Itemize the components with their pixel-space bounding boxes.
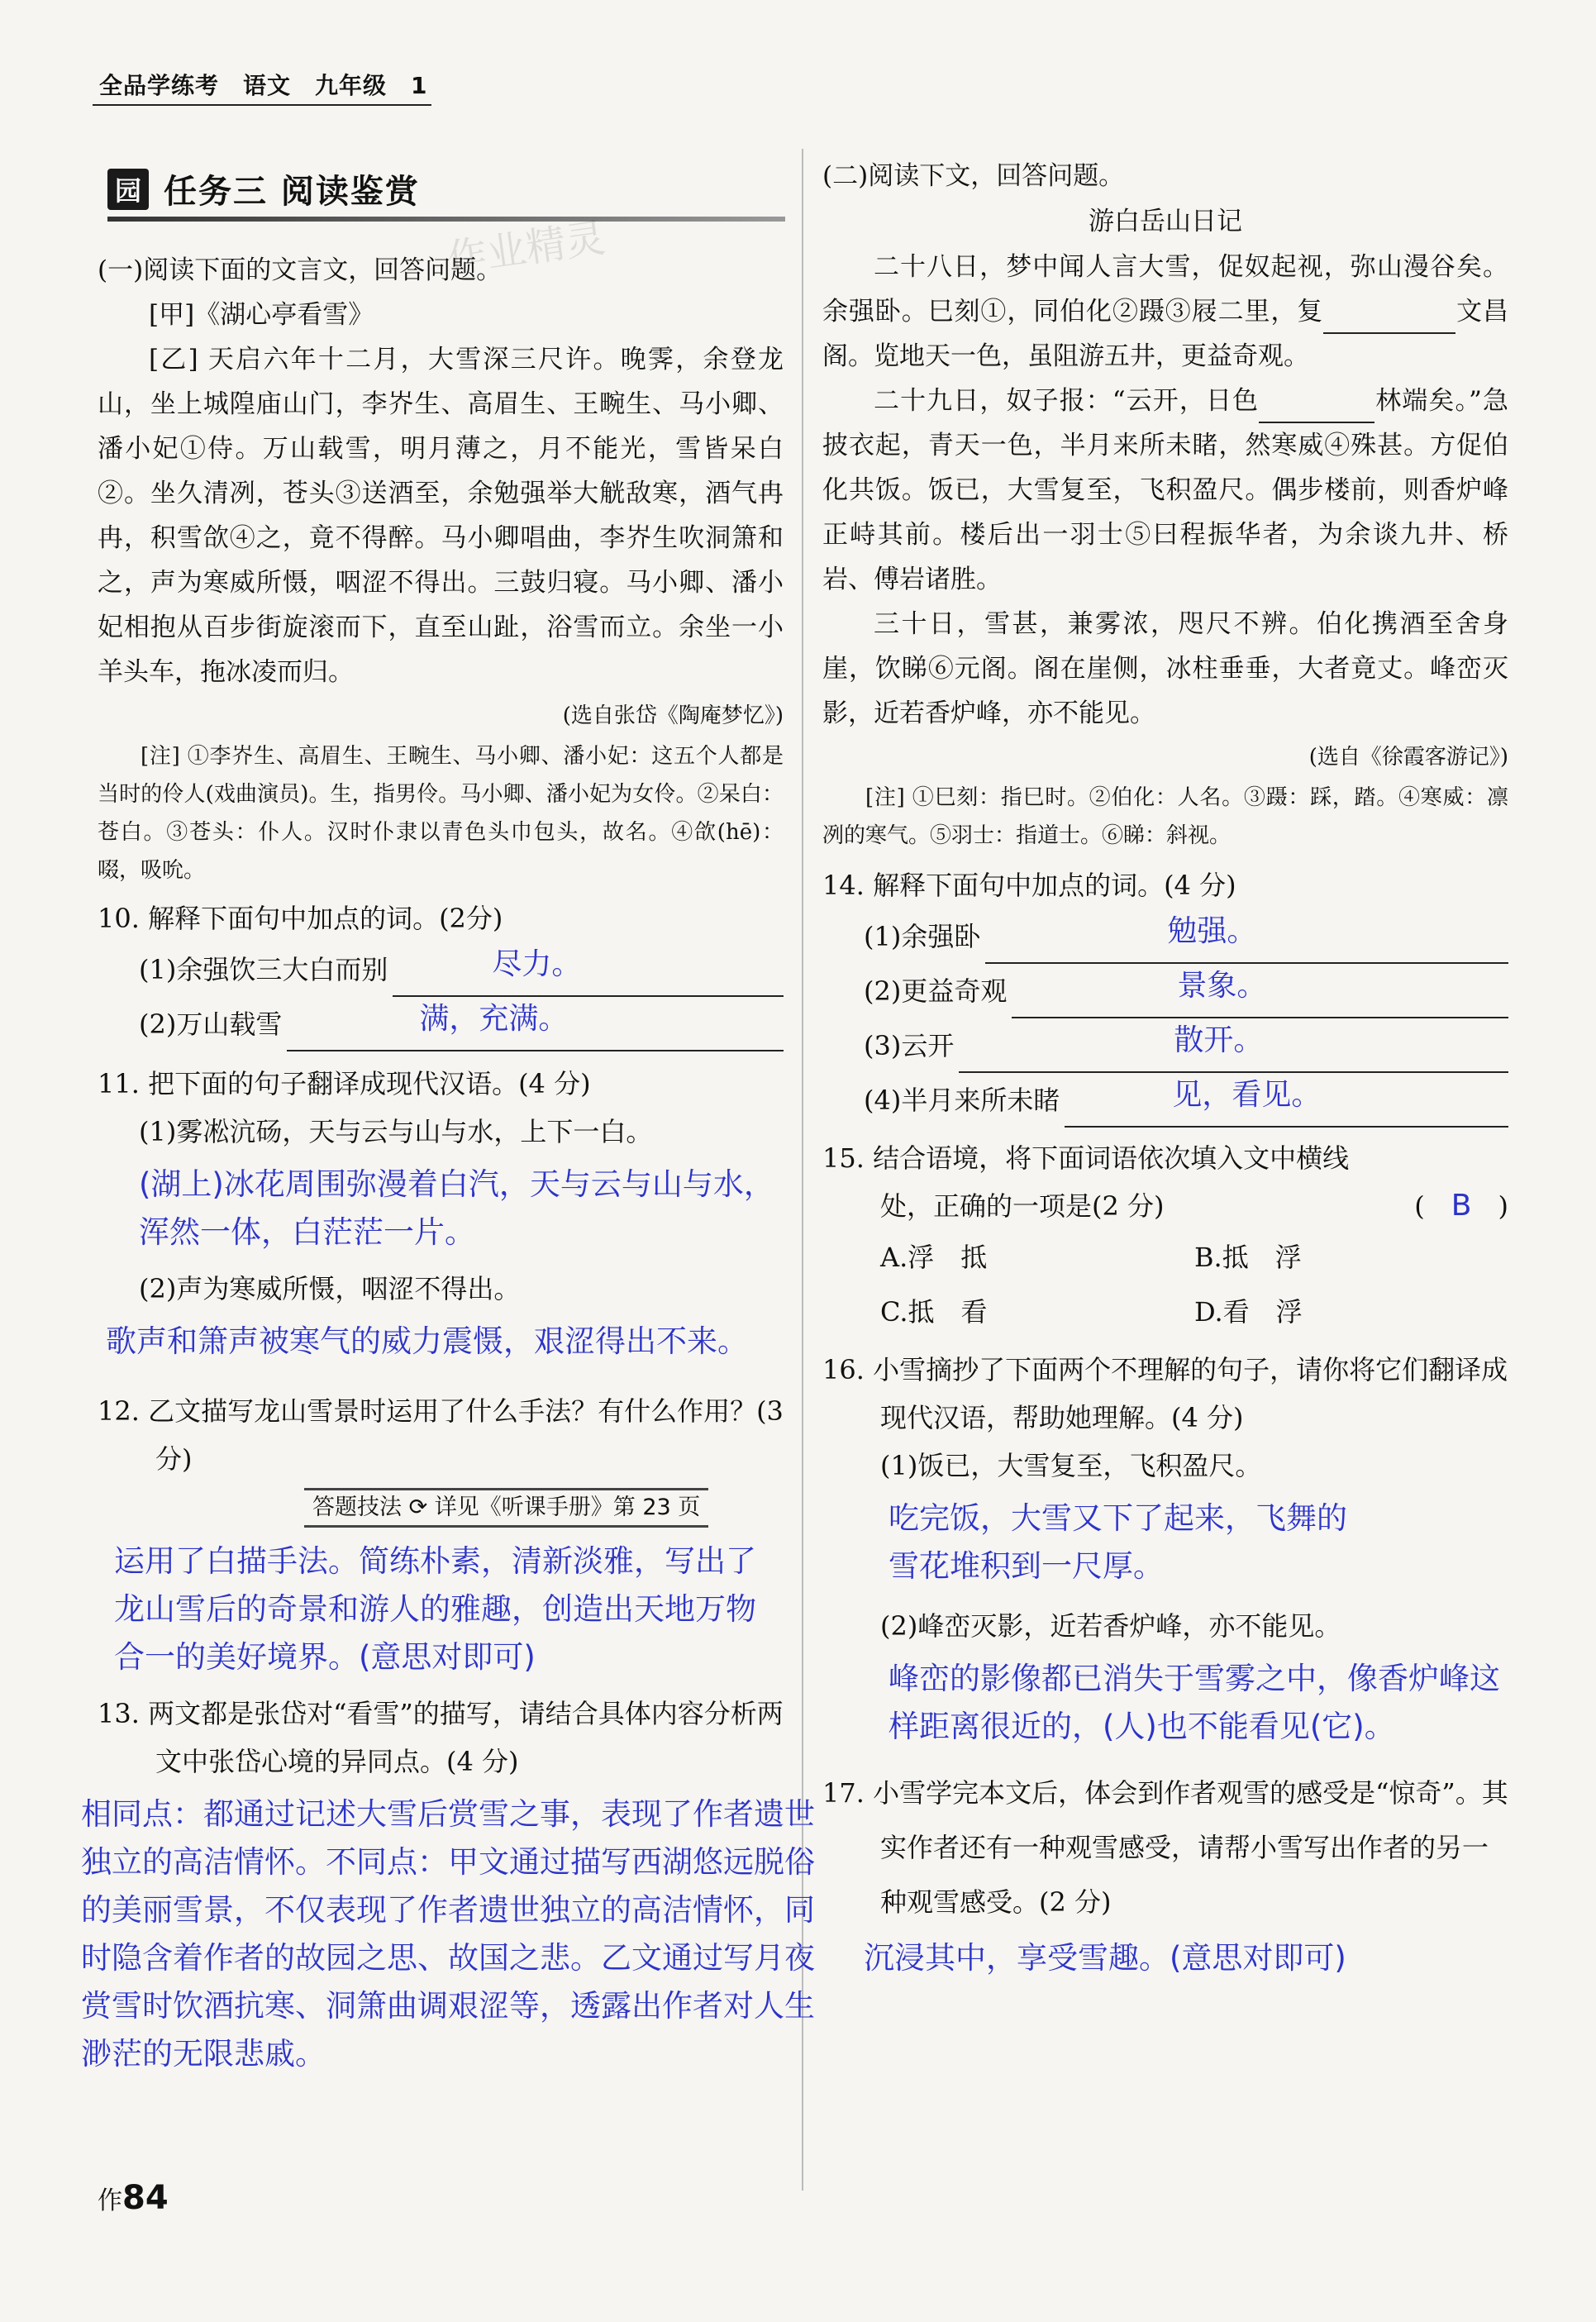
q17-stem: 17. 小雪学完本文后，体会到作者观雪的感受是“惊奇”。其实作者还有一种观雪感受，请帮小雪写出作者的另一种观雪感受。(2 分) xyxy=(822,1777,1508,1918)
q14-item-2-text: (2)更益奇观 xyxy=(864,975,1008,1007)
q14-item-4-answer: 见，看见。 xyxy=(1172,1078,1322,1112)
q14-item-1-text: (1)余强卧 xyxy=(864,921,981,952)
passage-para-3: 三十日，雪甚，兼雾浓，咫尺不辨。伯化携酒至舍身崖，饮睇⑥元阁。阁在崖侧，冰柱垂垂，大者竟丈。峰峦灭影，近若香炉峰，亦不能见。 xyxy=(822,609,1508,728)
q14-item-1 xyxy=(864,909,1508,964)
q14-item-1-answer: 勉强。 xyxy=(1167,914,1257,948)
q10-item-1-blank[interactable] xyxy=(393,947,784,997)
q10-item-2 xyxy=(139,997,784,1051)
section-rule xyxy=(107,217,785,222)
right-column xyxy=(822,154,1508,1991)
q15-option-b[interactable]: B.抵 浮 xyxy=(1194,1242,1302,1273)
q16-answer-2: 峰峦的影像都已消失于雪雾之中，像香炉峰这样距离很近的，(人)也不能看见(它)。 xyxy=(889,1661,1500,1744)
passage-blank-2[interactable] xyxy=(1259,397,1374,423)
q14-item-4-blank[interactable] xyxy=(1065,1078,1508,1128)
q14-item-2 xyxy=(864,964,1508,1018)
watermark: 作业精灵 xyxy=(444,214,608,284)
section-icon: 园 xyxy=(107,169,149,210)
q16-item-1: (1)饭已，大雪复至，飞积盈尺。 xyxy=(880,1450,1262,1481)
q14-item-1-blank[interactable] xyxy=(985,914,1508,964)
left-column xyxy=(81,248,815,2086)
part2-intro: (二)阅读下文，回答问题。 xyxy=(822,161,1125,191)
q14-item-4-text: (4)半月来所未睹 xyxy=(864,1085,1060,1116)
q10-item-1-text: (1)余强饮三大白而别 xyxy=(139,954,388,985)
q15-options xyxy=(880,1230,1508,1339)
q15-stem-line-1: 15. 结合语境，将下面词语依次填入文中横线 xyxy=(822,1142,1350,1174)
q15-answer-paren: ( B ) xyxy=(1414,1189,1508,1223)
q14-item-3-text: (3)云开 xyxy=(864,1030,955,1061)
q11-answer-2: 歌声和箫声被寒气的威力震慑，艰涩得出不来。 xyxy=(106,1323,748,1359)
q17-answer: 沉浸其中，享受雪趣。(意思对即可) xyxy=(864,1940,1346,1976)
para1-part-a: 二十八日，梦中闻人言大雪，促奴起视，弥山漫谷矣。余强卧。巳刻①，同伯化②蹑③屐二里，复 xyxy=(822,252,1508,327)
q13-answer: 相同点：都通过记述大雪后赏雪之事，表现了作者遗世独立的高洁情怀。不同点：甲文通过描写西湖悠远脱俗的美丽雪景，不仅表现了作者遗世独立的高洁情怀，同时隐含着作者的故园之思、故国之悲。乙文通过写月夜赏雪时饮酒抗寒、洞箫曲调艰涩等，透露出作者对人生渺茫的无限悲戚。 xyxy=(81,1796,815,2072)
para2-part-a: 二十九日，奴子报：“云开，日色 xyxy=(874,386,1260,416)
q13-stem: 13. 两文都是张岱对“看雪”的描写，请结合具体内容分析两文中张岱心境的异同点。(4 分) xyxy=(98,1698,784,1777)
q11-stem: 11. 把下面的句子翻译成现代汉语。(4 分) xyxy=(98,1068,591,1099)
q15-option-d[interactable]: D.看 浮 xyxy=(1194,1296,1303,1328)
q15-stem-line-2 xyxy=(880,1182,1508,1230)
header-rule xyxy=(93,104,431,106)
q12-tip: 答题技法 ⟳ 详见《听课手册》第 23 页 xyxy=(304,1488,708,1528)
passage-title: 游白岳山日记 xyxy=(1089,207,1242,236)
q16-stem: 16. 小雪摘抄了下面两个不理解的句子，请你将它们翻译成现代汉语，帮助她理解。(4 分) xyxy=(822,1354,1508,1433)
q10-item-2-text: (2)万山载雪 xyxy=(139,1008,283,1040)
passage-yi-note: [注] ①李岕生、高眉生、王畹生、马小卿、潘小妃：这五个人都是当时的伶人(戏曲演员)。生，指男伶。马小卿、潘小妃为女伶。②呆白：苍白。③苍头：仆人。汉时仆隶以青色头巾包头，故名。④欱(hē)：啜，吸吮。 xyxy=(98,744,784,883)
q11-answer-1: (湖上)冰花周围弥漫着白汽，天与云与山与水，浑然一体，白茫茫一片。 xyxy=(139,1166,774,1250)
passage-para-1 xyxy=(822,245,1508,379)
q14-item-2-answer: 景象。 xyxy=(1177,969,1267,1003)
q10-stem: 10. 解释下面句中加点的词。(2分) xyxy=(98,903,503,934)
q14-item-4 xyxy=(864,1073,1508,1128)
passage-jia-title: [甲]《湖心亭看雪》 xyxy=(149,300,374,330)
q11-item-2: (2)声为寒威所慑，咽涩不得出。 xyxy=(139,1273,521,1304)
q12-stem: 12. 乙文描写龙山雪景时运用了什么手法？有什么作用？(3 分) xyxy=(98,1395,784,1475)
page-number-value: 84 xyxy=(122,2179,169,2217)
q14-item-3-blank[interactable] xyxy=(959,1023,1508,1073)
passage-blank-1[interactable] xyxy=(1323,308,1455,334)
q16-item-2: (2)峰峦灭影，近若香炉峰，亦不能见。 xyxy=(880,1610,1341,1642)
q15-option-a[interactable]: A.浮 抵 xyxy=(880,1242,988,1273)
para1-part-b: 文昌阁。览地天一色，虽阻游五井，更益奇观。 xyxy=(822,297,1509,371)
q10-item-2-answer: 满，充满。 xyxy=(419,1002,569,1036)
q16-answer-1: 吃完饭，大雪又下了起来，飞舞的雪花堆积到一尺厚。 xyxy=(889,1500,1347,1584)
q10-item-2-blank[interactable] xyxy=(287,1002,784,1051)
page-number-prefix: 作 xyxy=(98,2186,122,2215)
q12-answer: 运用了白描手法。简练朴素，清新淡雅，写出了龙山雪后的奇景和游人的雅趣，创造出天地万物合一的美好境界。(意思对即可) xyxy=(114,1543,756,1675)
q14-item-3-answer: 散开。 xyxy=(1174,1023,1264,1057)
para2-part-b: 林端矣。”急披衣起，青天一色，半月来所未睹，然寒威④殊甚。方促伯化共饭。饭已，大雪复至，飞积盈尺。偶步楼前，则香炉峰正峙其前。楼后出一羽士⑤曰程振华者，为余谈九井、桥岩、傅岩诸胜。 xyxy=(822,386,1508,594)
passage-note: [注] ①巳刻：指巳时。②伯化：人名。③蹑：踩，踏。④寒威：凛冽的寒气。⑤羽士：指道士。⑥睇：斜视。 xyxy=(822,785,1508,848)
page-header: 全品学练考 语文 九年级 1 xyxy=(99,72,428,99)
q14-item-2-blank[interactable] xyxy=(1012,969,1508,1018)
page-number xyxy=(98,2179,169,2217)
q11-item-1: (1)雾凇沆砀，天与云与山与水，上下一白。 xyxy=(139,1116,653,1147)
part1-intro: (一)阅读下面的文言文，回答问题。 xyxy=(98,255,503,285)
passage-source: (选自《徐霞客游记》) xyxy=(1308,745,1508,770)
q15-answer: B xyxy=(1451,1189,1472,1223)
q14-stem: 14. 解释下面句中加点的词。(4 分) xyxy=(822,870,1236,901)
section-title xyxy=(107,165,420,212)
q10-item-1-answer: 尽力。 xyxy=(492,947,582,981)
q15-option-c[interactable]: C.抵 看 xyxy=(880,1296,988,1328)
q10-item-1 xyxy=(139,942,784,997)
passage-yi-text: [乙] 天启六年十二月，大雪深三尺许。晚霁，余登龙山，坐上城隍庙山门，李岕生、高眉生、王畹生、马小卿、潘小妃①侍。万山载雪，明月薄之，月不能光，雪皆呆白②。坐久清冽，苍头③送酒至，余勉强举大觥敌寒，酒气冉冉，积雪欱④之，竟不得醉。马小卿唱曲，李岕生吹洞箫和之，声为寒威所慑，咽涩不得出。三鼓归寝。马小卿、潘小妃相抱从百步街旋滚而下，直至山趾，浴雪而立。余坐一小羊头车，拖冰凌而归。 xyxy=(98,345,784,687)
passage-yi-source: (选自张岱《陶庵梦忆》) xyxy=(562,703,784,728)
q15-stem-text: 处，正确的一项是(2 分) xyxy=(880,1190,1165,1222)
section-title-text: 任务三 阅读鉴赏 xyxy=(164,173,420,211)
q14-item-3 xyxy=(864,1018,1508,1073)
passage-para-2 xyxy=(822,379,1508,602)
